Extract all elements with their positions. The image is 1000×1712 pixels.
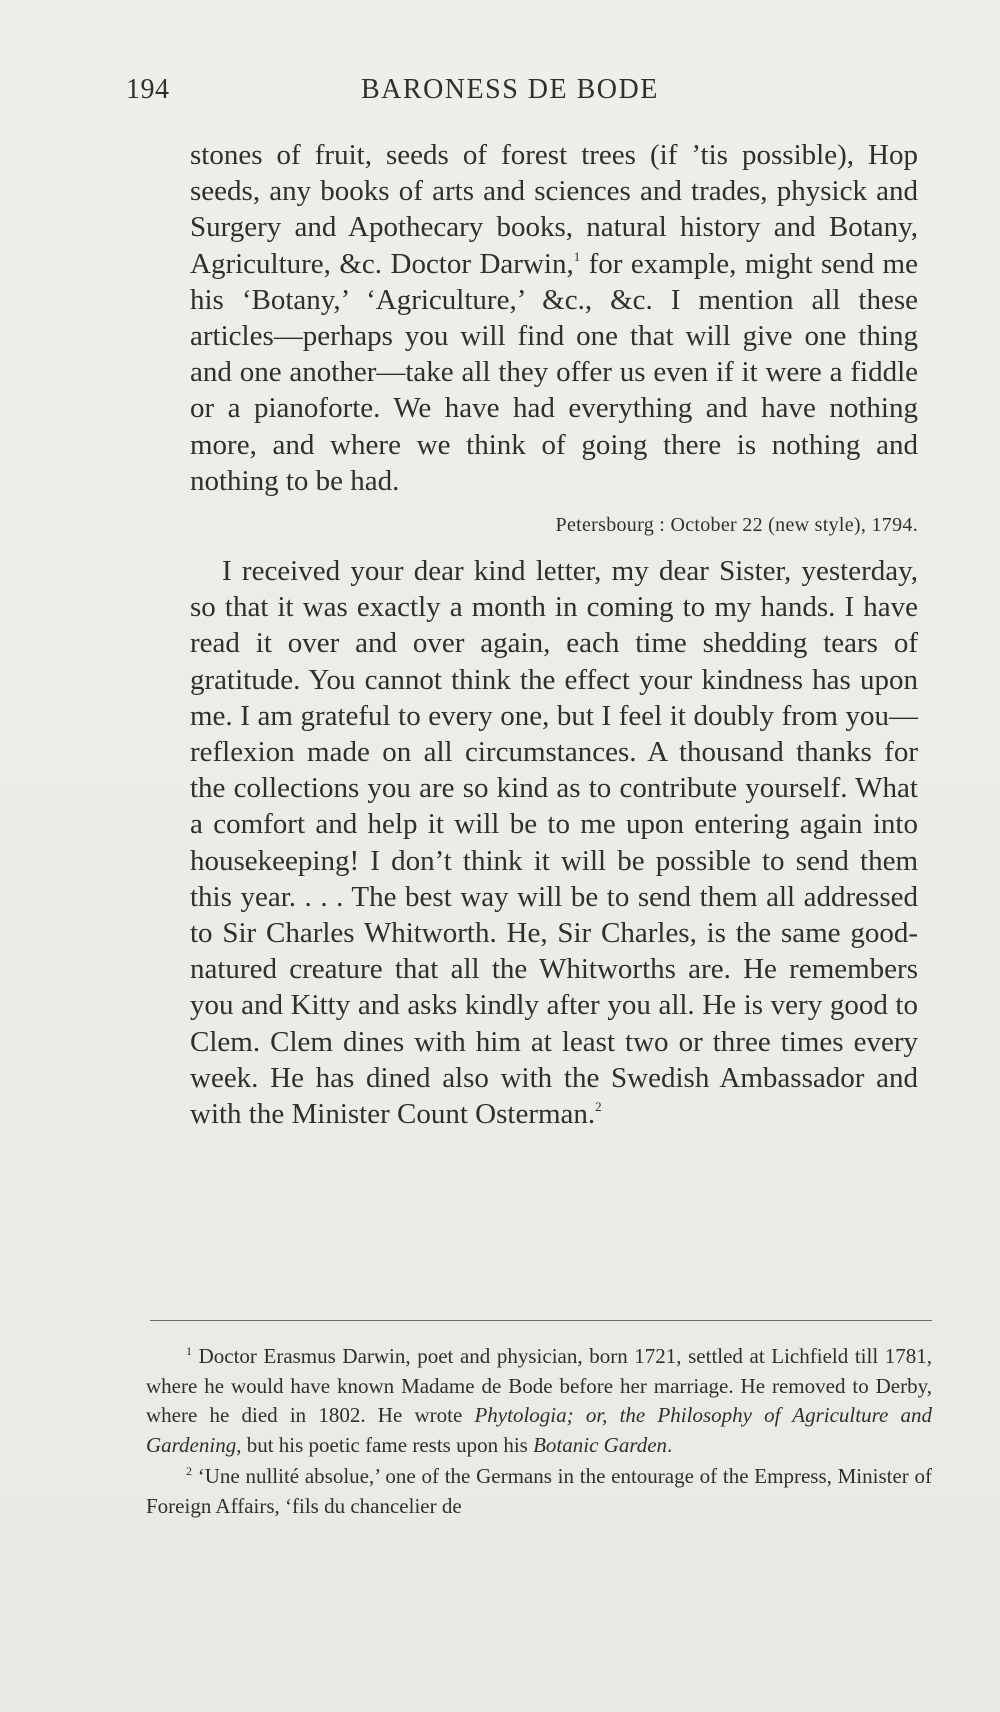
letter-dateline: Petersbourg : October 22 (new style), 1794.: [555, 514, 918, 537]
paragraph-2-text: I received your dear kind letter, my dear Sister, yesterday, so that it was exactly a month in coming to my hands. I have read it over and over again, each time shedding tears of gratitude. You cannot think the effect your kindness has upon me. I am grateful to every one, but I feel it doubly from you—reflexion made on all circumstances. A thousand thanks for the collections you are so kind as to contribute yourself. What a comfort and help it will be to me upon entering again into housekeeping! I don’t think it will be possible to send them this year. . . . The best way will be to send them all addressed to Sir Charles Whitworth. He, Sir Charles, is the same good-natured creature that all the Whitworths are. He remembers you and Kitty and asks kindly after you all. He is very good to Clem. Clem dines with him at least two or three times every week. He has dined also with the Swedish Ambassador and with the Minister Count Osterman.: [190, 555, 918, 1131]
paragraph-1-text: stones of fruit, seeds of forest trees (if ’tis possible), Hop seeds, any books of arts and sciences and trades, physick and Surgery and Apothecary books, natural history and Botany, Agriculture, &c. Doctor Darwin,: [190, 139, 918, 280]
footnote-book-title: Phytologia; or, the Philosophy of Agriculture and Gardening: [146, 1403, 932, 1457]
footnote-ref-2: 2: [595, 1099, 602, 1115]
paragraph-2: [190, 553, 918, 1132]
body-text: [190, 137, 918, 1132]
footnote-1: [146, 1342, 932, 1460]
footnote-marker: 2: [186, 1464, 192, 1478]
paragraph-1-continuation: for example, might send me his ‘Botany,’ ‘Agriculture,’ &c., &c. I mention all these articles—perhaps you will find one that will give one thing and one another—take all they offer us even if it were a fiddle or a pianoforte. We have had everything and have nothing more, and where we think of going there is nothing and nothing to be had.: [190, 247, 918, 497]
footnote-rule: [150, 1320, 932, 1321]
footnote-ref-1: 1: [573, 248, 581, 264]
page-number: 194: [126, 74, 170, 105]
footnote-text: Doctor Erasmus Darwin, poet and physician, born 1721, settled at Lichfield till 1781, where he would have known Madame de Bode before her marriage. He removed to Derby, where he died in 1802. He wrote: [146, 1344, 932, 1427]
footnote-2: [146, 1462, 932, 1521]
running-title: BARONESS DE BODE: [361, 74, 659, 105]
footnote-text: ‘Une nullité absolue,’ one of the Germans in the entourage of the Empress, Minister of Foreign Affairs, ‘fils du chancelier de: [146, 1464, 932, 1518]
paragraph-1: [190, 137, 918, 499]
running-head: [126, 74, 926, 114]
footnote-book-title: Botanic Garden: [533, 1432, 668, 1457]
footnotes: [146, 1342, 932, 1521]
footnote-text: , but his poetic fame rests upon his: [236, 1432, 534, 1457]
footnote-marker: 1: [186, 1344, 192, 1358]
footnote-text: .: [667, 1432, 673, 1457]
